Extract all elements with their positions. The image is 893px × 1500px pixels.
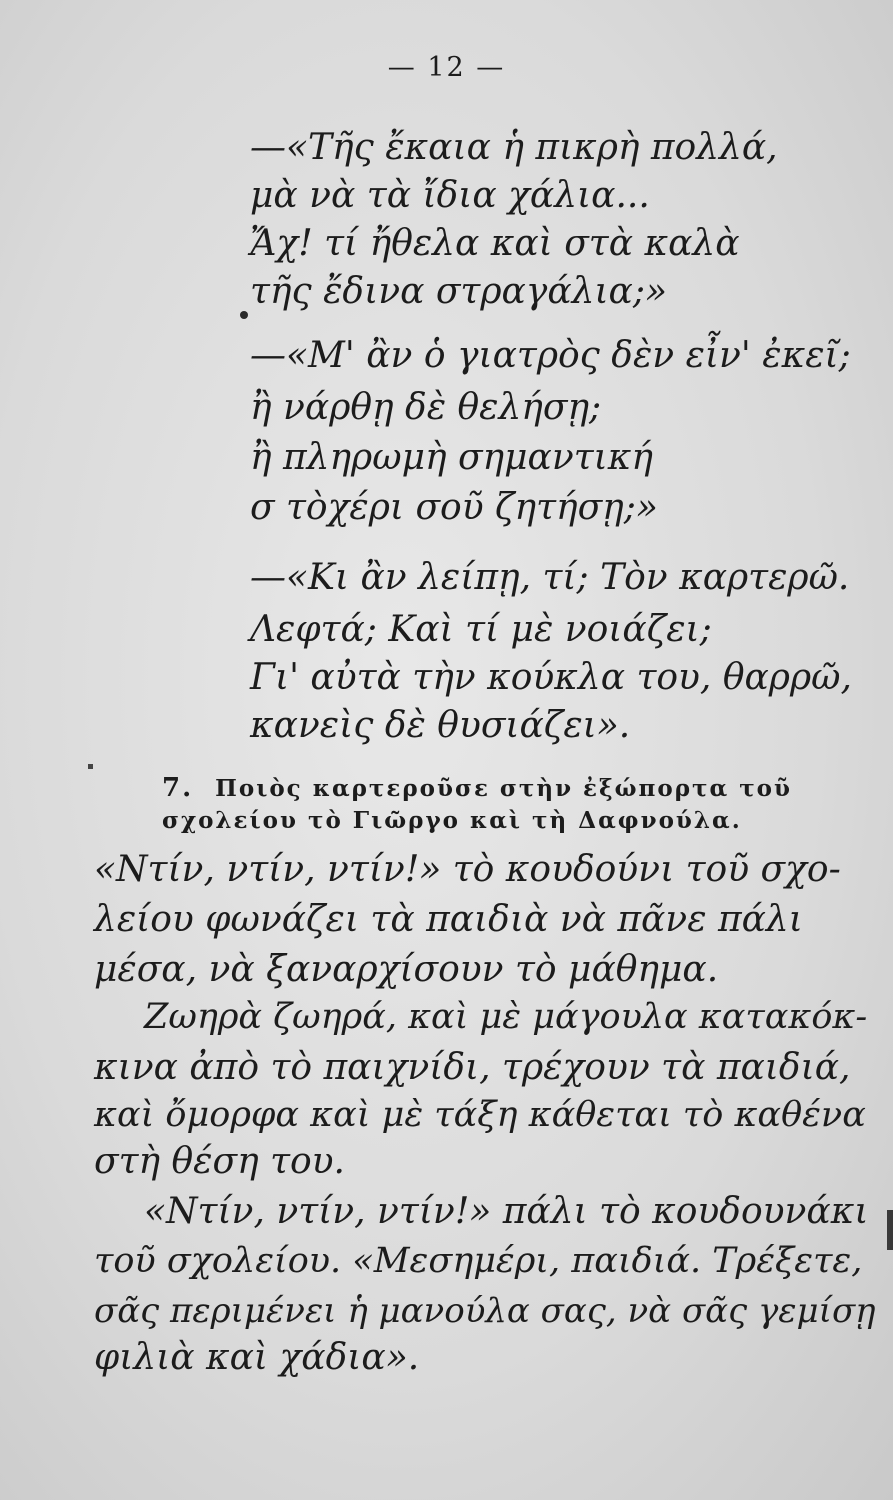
prose-line-11: φιλιὰ καὶ χάδια».	[94, 1337, 420, 1378]
stanza-2-line-4: σ τὸχέρι σοῦ ζητήσῃ;»	[250, 487, 658, 528]
stanza-1-line-2: μὰ νὰ τὰ ἴδια χάλια...	[250, 175, 650, 216]
prose-line-3: μέσα, νὰ ξαναρχίσουν τὸ μάθημα.	[94, 949, 719, 990]
stanza-2-line-3: ἢ πληρωμὴ σημαντική	[250, 437, 653, 478]
prose-line-8: «Ντίν, ντίν, ντίν!» πάλι τὸ κουδουνάκι	[144, 1191, 869, 1232]
prose-line-1: «Ντίν, ντίν, ντίν!» τὸ κουδούνι τοῦ σχο-	[94, 849, 841, 890]
stanza-3-line-3: Γι' αὐτὰ τὴν κούκλα του, θαρρῶ,	[250, 657, 852, 698]
section-title-line-2: σχολείου τὸ Γιῶργο καὶ τὴ Δαφνούλα.	[162, 807, 742, 834]
page-number: — 12 —	[387, 52, 506, 83]
stanza-2-line-1: —«Μ' ἂν ὁ γιατρὸς δὲν εἶν' ἐκεῖ;	[250, 335, 851, 376]
prose-line-7: στὴ θέση του.	[94, 1141, 345, 1182]
bullet-mark	[240, 311, 248, 319]
section-title-line-1: Ποιὸς καρτεροῦσε στὴν ἐξώπορτα τοῦ	[215, 775, 792, 802]
prose-line-6: καὶ ὄμορφα καὶ μὲ τάξη κάθεται τὸ καθένα	[94, 1095, 866, 1135]
stanza-2-line-2: ἢ νάρθῃ δὲ θελήσῃ;	[250, 387, 602, 428]
prose-line-4: Ζωηρὰ ζωηρά, καὶ μὲ μάγουλα κατακόκ-	[144, 997, 868, 1037]
page-edge-mark	[887, 1210, 893, 1250]
prose-line-10: σᾶς περιμένει ἡ μανούλα σας, νὰ σᾶς γεμίσῃ	[94, 1291, 876, 1331]
prose-line-9: τοῦ σχολείου. «Μεσημέρι, παιδιά. Τρέξετε,	[94, 1241, 863, 1281]
prose-line-2: λείου φωνάζει τὰ παιδιὰ νὰ πᾶνε πάλι	[94, 899, 803, 940]
prose-line-5: κινα ἀπὸ τὸ παιχνίδι, τρέχουν τὰ παιδιά,	[94, 1047, 851, 1088]
stanza-3-line-1: —«Κι ἂν λείπῃ, τί; Τὸν καρτερῶ.	[250, 557, 850, 598]
stanza-1-line-4: τῆς ἔδινα στραγάλια;»	[250, 271, 668, 312]
stanza-1-line-1: —«Τῆς ἔκαια ἡ πικρὴ πολλά,	[250, 127, 778, 168]
stanza-3-line-2: Λεφτά; Καὶ τί μὲ νοιάζει;	[250, 609, 712, 650]
stanza-1-line-3: Ἄχ! τί ἤθελα καὶ στὰ καλὰ	[250, 223, 740, 264]
margin-tick	[88, 764, 93, 769]
section-heading	[162, 772, 862, 837]
stanza-3-line-4: κανεὶς δὲ θυσιάζει».	[250, 705, 631, 746]
section-number: 7.	[162, 773, 194, 803]
